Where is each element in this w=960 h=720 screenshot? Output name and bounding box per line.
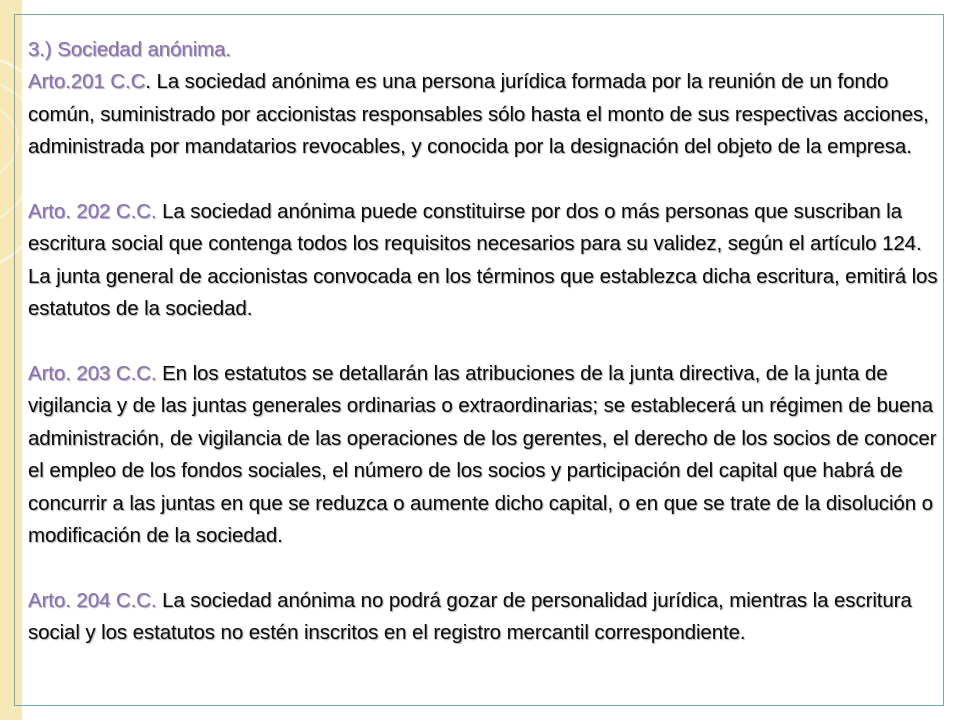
article-reference: Arto.201 C.C (28, 70, 146, 94)
paragraph-gap (28, 326, 938, 358)
article-reference: Arto. 202 C.C. (28, 200, 157, 224)
article-text: La sociedad anónima puede constituirse por dos o más personas que suscriban la escritura social que contenga todos los requisitos necesarios para su validez, según el artículo 124. La junta general de accionistas convocada en los términos que establezca dicha escritura, emitirá los estatutos de la sociedad. (28, 200, 938, 321)
article-paragraph (28, 585, 938, 650)
paragraph-gap (28, 164, 938, 196)
article-text: . La sociedad anónima es una persona jurídica formada por la reunión de un fondo común, suministrado por accionistas responsables sólo hasta el monto de sus respectivas acciones, administrada por mandatarios revocables, y conocida por la designación del objeto de la empresa. (28, 70, 929, 159)
paragraph-gap (28, 552, 938, 584)
article-reference: Arto. 203 C.C. (28, 362, 157, 386)
section-heading (28, 34, 938, 66)
article-paragraph (28, 196, 938, 326)
document-body (28, 34, 938, 650)
article-text: La sociedad anónima no podrá gozar de personalidad jurídica, mientras la escritura social y los estatutos no estén inscritos en el registro mercantil correspondiente. (28, 588, 912, 645)
article-paragraph (28, 358, 938, 552)
article-paragraph (28, 66, 938, 163)
section-heading-text: 3.) Sociedad anónima. (28, 38, 232, 61)
article-text: En los estatutos se detallarán las atribuciones de la junta directiva, de la junta de vigilancia y de las juntas generales ordinarias o extraordinarias; se establecerá un régimen de buena administración, de vigilancia de las operaciones de los gerentes, el derecho de los socios de conocer el empleo de los fondos sociales, el número de los socios y participación del capital que habrá de concurrir a las juntas en que se reduzca o aumente dicho capital, o en que se trate de la disolución o modificación de la sociedad. (28, 362, 937, 548)
article-reference: Arto. 204 C.C. (28, 588, 157, 612)
